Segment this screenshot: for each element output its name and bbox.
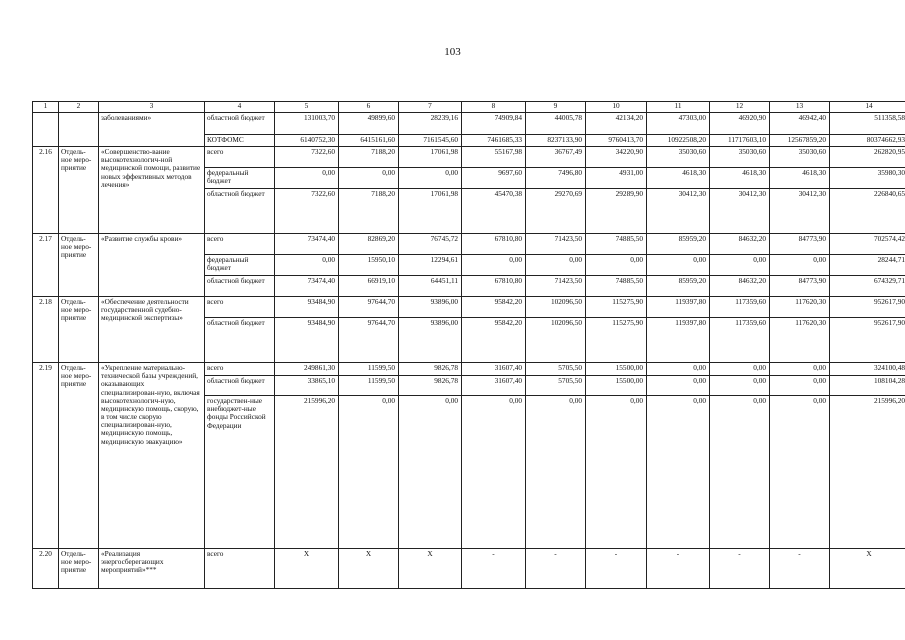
value-cell: 0,00: [462, 396, 526, 549]
row-number-cell: 2.16: [33, 147, 59, 234]
value-cell: 36767,49: [526, 147, 586, 168]
value-cell: 4618,30: [647, 168, 710, 189]
value-cell: 35030,60: [710, 147, 770, 168]
value-cell: 9697,60: [462, 168, 526, 189]
value-cell: 97644,70: [339, 297, 399, 318]
column-number-cell: 9: [526, 102, 586, 113]
column-number-cell: 11: [647, 102, 710, 113]
value-cell: 9826,78: [399, 376, 462, 396]
value-cell: 0,00: [526, 255, 586, 276]
value-cell: 93484,90: [275, 297, 339, 318]
funding-source-cell: областной бюджет: [205, 189, 275, 234]
column-number-cell: 8: [462, 102, 526, 113]
value-cell: 15500,00: [586, 363, 647, 376]
value-cell: 29270,69: [526, 189, 586, 234]
value-cell: 115275,90: [586, 318, 647, 363]
value-cell: 35030,60: [647, 147, 710, 168]
value-cell: 95842,20: [462, 318, 526, 363]
value-cell: X: [399, 549, 462, 589]
value-cell: 4618,30: [770, 168, 830, 189]
value-cell: 249861,30: [275, 363, 339, 376]
value-cell: 7496,80: [526, 168, 586, 189]
value-cell: 46920,90: [710, 113, 770, 135]
row-number-cell: [33, 113, 59, 147]
value-cell: 117620,30: [770, 318, 830, 363]
row-name-cell: «Укрепление материально-технической базы учреждений, оказывающих специализирован-ную, включая высокотехнологич-ную, медицинскую помощь, скорую, в том числе скорую специализирован-ную, медицинскую помощь, медицинскую эвакуацию»: [99, 363, 205, 549]
value-cell: 0,00: [770, 255, 830, 276]
value-cell: 0,00: [710, 255, 770, 276]
value-cell: 102096,50: [526, 297, 586, 318]
value-cell: 0,00: [647, 363, 710, 376]
value-cell: 5705,50: [526, 363, 586, 376]
funding-source-cell: областной бюджет: [205, 376, 275, 396]
value-cell: 82869,20: [339, 234, 399, 255]
value-cell: -: [526, 549, 586, 589]
value-cell: -: [770, 549, 830, 589]
value-cell: 95842,20: [462, 297, 526, 318]
value-cell: 5705,50: [526, 376, 586, 396]
value-cell: 131003,70: [275, 113, 339, 135]
column-number-cell: 1: [33, 102, 59, 113]
row-type-cell: [59, 113, 99, 147]
value-cell: 11599,50: [339, 363, 399, 376]
row-name-cell: «Обеспечение деятельности государственной судебно-медицинской экспертизы»: [99, 297, 205, 363]
row-number-cell: 2.18: [33, 297, 59, 363]
value-cell: 15950,10: [339, 255, 399, 276]
value-cell: 76745,72: [399, 234, 462, 255]
value-cell: 35980,30: [830, 168, 905, 189]
row-name-cell: «Совершенство-вание высокотехнологич-ной медицинской помощи, развитие новых эффективных методов лечения»: [99, 147, 205, 234]
value-cell: 12567859,20: [770, 135, 830, 147]
value-cell: 9760413,70: [586, 135, 647, 147]
value-cell: 117359,60: [710, 318, 770, 363]
value-cell: 44005,78: [526, 113, 586, 135]
value-cell: -: [710, 549, 770, 589]
value-cell: 215996,20: [830, 396, 905, 549]
value-cell: 0,00: [770, 363, 830, 376]
value-cell: 0,00: [275, 168, 339, 189]
column-number-cell: 7: [399, 102, 462, 113]
value-cell: 117620,30: [770, 297, 830, 318]
value-cell: 0,00: [710, 363, 770, 376]
funding-source-cell: КОТФОМС: [205, 135, 275, 147]
value-cell: -: [462, 549, 526, 589]
value-cell: 0,00: [399, 396, 462, 549]
value-cell: 17061,98: [399, 189, 462, 234]
value-cell: 0,00: [647, 376, 710, 396]
value-cell: 0,00: [647, 396, 710, 549]
value-cell: 952617,90: [830, 297, 905, 318]
value-cell: 511358,58: [830, 113, 905, 135]
value-cell: 262820,95: [830, 147, 905, 168]
funding-source-cell: всего: [205, 147, 275, 168]
column-number-cell: 4: [205, 102, 275, 113]
value-cell: 4618,30: [710, 168, 770, 189]
value-cell: 702574,42: [830, 234, 905, 255]
row-name-cell: «Развитие службы крови»: [99, 234, 205, 297]
column-number-cell: 12: [710, 102, 770, 113]
value-cell: 15500,00: [586, 376, 647, 396]
value-cell: 28244,71: [830, 255, 905, 276]
value-cell: 31607,40: [462, 363, 526, 376]
row-number-cell: 2.17: [33, 234, 59, 297]
table-row: [33, 549, 905, 589]
value-cell: 29289,90: [586, 189, 647, 234]
value-cell: 66919,10: [339, 276, 399, 297]
table-row: [33, 147, 905, 168]
value-cell: X: [830, 549, 905, 589]
column-number-cell: 5: [275, 102, 339, 113]
value-cell: 84632,20: [710, 276, 770, 297]
value-cell: 84632,20: [710, 234, 770, 255]
value-cell: 30412,30: [770, 189, 830, 234]
column-number-cell: 13: [770, 102, 830, 113]
funding-source-cell: областной бюджет: [205, 276, 275, 297]
value-cell: 0,00: [586, 255, 647, 276]
value-cell: 35030,60: [770, 147, 830, 168]
value-cell: 7322,60: [275, 147, 339, 168]
value-cell: 67810,80: [462, 234, 526, 255]
funding-source-cell: всего: [205, 297, 275, 318]
column-number-cell: 10: [586, 102, 647, 113]
value-cell: 10922508,20: [647, 135, 710, 147]
value-cell: 12294,61: [399, 255, 462, 276]
funding-source-cell: федеральный бюджет: [205, 255, 275, 276]
funding-source-cell: всего: [205, 234, 275, 255]
table-row: [33, 363, 905, 376]
value-cell: 47303,00: [647, 113, 710, 135]
table-row: [33, 297, 905, 318]
value-cell: 324100,48: [830, 363, 905, 376]
value-cell: 93896,00: [399, 297, 462, 318]
value-cell: 0,00: [399, 168, 462, 189]
budget-table: [32, 101, 905, 589]
value-cell: 74885,50: [586, 276, 647, 297]
column-number-row: [33, 102, 905, 113]
value-cell: 9826,78: [399, 363, 462, 376]
funding-source-cell: областной бюджет: [205, 318, 275, 363]
value-cell: 85959,20: [647, 276, 710, 297]
value-cell: 28239,16: [399, 113, 462, 135]
value-cell: 11599,50: [339, 376, 399, 396]
funding-source-cell: всего: [205, 363, 275, 376]
value-cell: 7461685,33: [462, 135, 526, 147]
value-cell: 97644,70: [339, 318, 399, 363]
funding-source-cell: областной бюджет: [205, 113, 275, 135]
value-cell: 115275,90: [586, 297, 647, 318]
row-name-cell: «Реализация энергосберегающих мероприятий»***: [99, 549, 205, 589]
row-number-cell: 2.19: [33, 363, 59, 549]
table-row: [33, 234, 905, 255]
value-cell: 102096,50: [526, 318, 586, 363]
value-cell: 34220,90: [586, 147, 647, 168]
value-cell: 71423,50: [526, 234, 586, 255]
value-cell: 80374662,93: [830, 135, 905, 147]
value-cell: 93896,00: [399, 318, 462, 363]
value-cell: 46942,40: [770, 113, 830, 135]
table-row: [33, 113, 905, 135]
row-type-cell: Отдель-ное меро-приятие: [59, 549, 99, 589]
column-number-cell: 2: [59, 102, 99, 113]
value-cell: 11717603,10: [710, 135, 770, 147]
column-number-cell: 14: [830, 102, 905, 113]
value-cell: X: [339, 549, 399, 589]
funding-source-cell: государствен-ные внебюджет-ные фонды Российской Федерации: [205, 396, 275, 549]
value-cell: 67810,80: [462, 276, 526, 297]
row-type-cell: Отдель-ное меро-приятие: [59, 297, 99, 363]
value-cell: 71423,50: [526, 276, 586, 297]
row-type-cell: Отдель-ное меро-приятие: [59, 363, 99, 549]
value-cell: 31607,40: [462, 376, 526, 396]
row-type-cell: Отдель-ное меро-приятие: [59, 234, 99, 297]
value-cell: 0,00: [339, 396, 399, 549]
value-cell: 0,00: [462, 255, 526, 276]
value-cell: 674329,71: [830, 276, 905, 297]
row-number-cell: 2.20: [33, 549, 59, 589]
column-number-cell: 6: [339, 102, 399, 113]
value-cell: 73474,40: [275, 234, 339, 255]
value-cell: 84773,90: [770, 276, 830, 297]
value-cell: 0,00: [339, 168, 399, 189]
value-cell: 119397,80: [647, 297, 710, 318]
value-cell: 7188,20: [339, 147, 399, 168]
value-cell: 4931,00: [586, 168, 647, 189]
value-cell: 0,00: [586, 396, 647, 549]
value-cell: 8237133,90: [526, 135, 586, 147]
value-cell: 119397,80: [647, 318, 710, 363]
value-cell: 74885,50: [586, 234, 647, 255]
value-cell: 0,00: [710, 396, 770, 549]
value-cell: X: [275, 549, 339, 589]
value-cell: 33865,10: [275, 376, 339, 396]
funding-source-cell: федеральный бюджет: [205, 168, 275, 189]
value-cell: 49899,60: [339, 113, 399, 135]
value-cell: 7322,60: [275, 189, 339, 234]
value-cell: 108104,28: [830, 376, 905, 396]
value-cell: 85959,20: [647, 234, 710, 255]
value-cell: 42134,20: [586, 113, 647, 135]
value-cell: 84773,90: [770, 234, 830, 255]
value-cell: 7161545,60: [399, 135, 462, 147]
value-cell: 45470,38: [462, 189, 526, 234]
value-cell: 0,00: [647, 255, 710, 276]
value-cell: 117359,60: [710, 297, 770, 318]
value-cell: -: [647, 549, 710, 589]
value-cell: 0,00: [710, 376, 770, 396]
value-cell: 74909,84: [462, 113, 526, 135]
value-cell: 0,00: [275, 255, 339, 276]
value-cell: 6140752,30: [275, 135, 339, 147]
value-cell: 30412,30: [710, 189, 770, 234]
row-name-cell: заболеваниями»: [99, 113, 205, 147]
row-type-cell: Отдель-ное меро-приятие: [59, 147, 99, 234]
value-cell: 6415161,60: [339, 135, 399, 147]
value-cell: 226840,65: [830, 189, 905, 234]
value-cell: 7188,20: [339, 189, 399, 234]
value-cell: 73474,40: [275, 276, 339, 297]
value-cell: 55167,98: [462, 147, 526, 168]
value-cell: 952617,90: [830, 318, 905, 363]
value-cell: -: [586, 549, 647, 589]
value-cell: 30412,30: [647, 189, 710, 234]
value-cell: 0,00: [770, 396, 830, 549]
value-cell: 64451,11: [399, 276, 462, 297]
value-cell: 0,00: [526, 396, 586, 549]
value-cell: 93484,90: [275, 318, 339, 363]
value-cell: 215996,20: [275, 396, 339, 549]
page-number: 103: [444, 46, 461, 58]
column-number-cell: 3: [99, 102, 205, 113]
value-cell: 0,00: [770, 376, 830, 396]
funding-source-cell: всего: [205, 549, 275, 589]
value-cell: 17061,98: [399, 147, 462, 168]
